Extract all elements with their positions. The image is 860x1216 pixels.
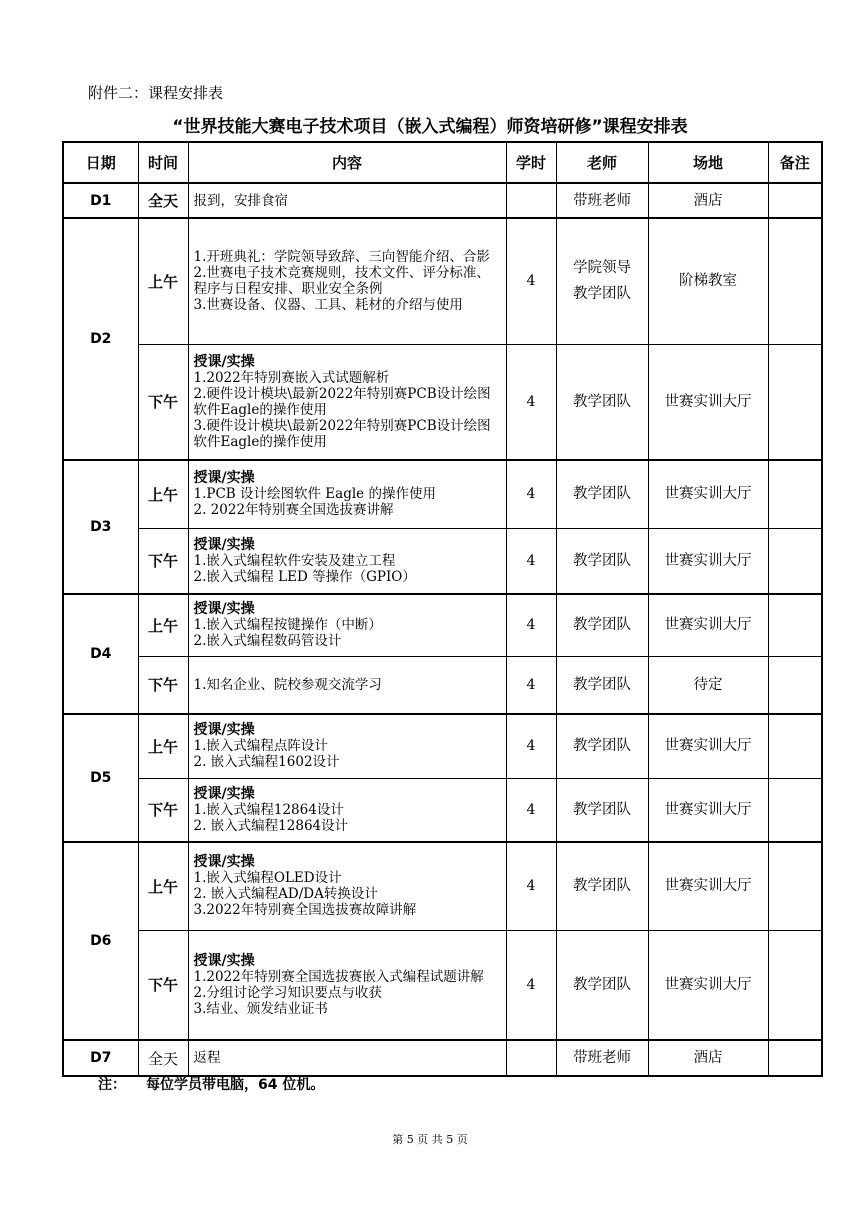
header-date: 日期 — [63, 142, 138, 183]
content-cell — [188, 1040, 506, 1076]
teacher-cell — [556, 930, 648, 1040]
content-line: 1.PCB 设计绘图软件 Eagle 的操作使用 — [193, 486, 436, 503]
content-line: 1.嵌入式编程按键操作（中断） — [193, 617, 382, 634]
content-line: 1.嵌入式编程软件安装及建立工程 — [193, 552, 396, 569]
content-heading: 授课/实操 — [193, 353, 255, 370]
content-line: 报到，安排食宿 — [193, 192, 288, 209]
teacher-name: 教学团队 — [573, 486, 631, 503]
hours-cell: 4 — [506, 218, 556, 344]
header-hours: 学时 — [506, 142, 556, 183]
content-cell — [188, 930, 506, 1040]
time-cell: 上午 — [138, 594, 188, 656]
header-content: 内容 — [188, 142, 506, 183]
remark-cell — [768, 778, 822, 842]
footnote — [98, 1074, 344, 1094]
content-heading: 授课/实操 — [193, 785, 255, 802]
content-line: 1.嵌入式编程12864设计 — [193, 801, 344, 818]
content-line: 1.2022年特别赛嵌入式试题解析 — [193, 369, 390, 386]
content-cell — [188, 528, 506, 594]
remark-cell — [768, 528, 822, 594]
table-row — [63, 460, 822, 528]
header-teacher: 老师 — [556, 142, 648, 183]
venue-cell: 酒店 — [648, 183, 768, 218]
content-line: 2.世赛电子技术竞赛规则，技术文件、评分标准、程序与日程安排、职业安全条例 — [193, 265, 490, 298]
time-cell: 下午 — [138, 344, 188, 460]
time-cell: 下午 — [138, 778, 188, 842]
venue-cell: 阶梯教室 — [648, 218, 768, 344]
remark-cell — [768, 344, 822, 460]
venue-cell: 待定 — [648, 656, 768, 714]
day-cell: D3 — [63, 460, 138, 594]
content-heading: 授课/实操 — [193, 854, 255, 871]
content-line: 2. 嵌入式编程AD/DA转换设计 — [193, 886, 378, 903]
teacher-cell — [556, 594, 648, 656]
teacher-name: 带班老师 — [573, 1050, 631, 1066]
remark-cell — [768, 594, 822, 656]
content-line: 1.2022年特别赛全国选拔赛嵌入式编程试题讲解 — [193, 968, 484, 985]
venue-cell: 世赛实训大厅 — [648, 344, 768, 460]
content-heading: 授课/实操 — [193, 470, 255, 487]
footnote-label: 注： — [98, 1077, 126, 1093]
table-row — [63, 714, 822, 778]
content-line: 2.分组讨论学习知识要点与收获 — [193, 984, 382, 1001]
table-row — [63, 528, 822, 594]
teacher-cell — [556, 778, 648, 842]
hours-cell — [506, 183, 556, 218]
document-title: “世界技能大赛电子技术项目（嵌入式编程）师资培研修”课程安排表 — [172, 117, 688, 137]
content-line: 3.结业、颁发结业证书 — [193, 1000, 328, 1017]
table-row — [63, 218, 822, 344]
content-line: 3.2022年特别赛全国选拔赛故障讲解 — [193, 902, 417, 919]
hours-cell: 4 — [506, 460, 556, 528]
content-cell — [188, 778, 506, 842]
table-row — [63, 594, 822, 656]
day-cell: D2 — [63, 218, 138, 460]
content-line: 2. 嵌入式编程12864设计 — [193, 817, 349, 834]
remark-cell — [768, 656, 822, 714]
remark-cell — [768, 1040, 822, 1076]
venue-cell: 世赛实训大厅 — [648, 714, 768, 778]
teacher-name: 教学团队 — [573, 878, 631, 895]
attachment-label: 附件二：课程安排表 — [88, 84, 224, 102]
time-cell: 上午 — [138, 218, 188, 344]
table-row — [63, 842, 822, 930]
remark-cell — [768, 930, 822, 1040]
remark-cell — [768, 218, 822, 344]
content-cell — [188, 714, 506, 778]
content-heading: 授课/实操 — [193, 601, 255, 618]
venue-cell: 酒店 — [648, 1040, 768, 1076]
page-footer: 第 5 页 共 5 页 — [392, 1133, 468, 1146]
footnote-text: 每位学员带电脑，64 位机。 — [146, 1077, 325, 1093]
content-cell — [188, 460, 506, 528]
teacher-name: 教学团队 — [573, 738, 631, 755]
content-cell — [188, 183, 506, 218]
teacher-cell — [556, 842, 648, 930]
hours-cell — [506, 1040, 556, 1076]
teacher-name: 教学团队 — [573, 286, 631, 303]
day-cell: D5 — [63, 714, 138, 842]
header-time: 时间 — [138, 142, 188, 183]
teacher-name: 教学团队 — [573, 801, 631, 818]
content-line: 3.硬件设计模块\最新2022年特别赛PCB设计绘图软件Eagle的操作使用 — [193, 417, 491, 450]
teacher-name: 教学团队 — [573, 552, 631, 569]
content-line: 2. 2022年特别赛全国选拔赛讲解 — [193, 502, 394, 519]
teacher-name: 教学团队 — [573, 617, 631, 634]
day-cell: D4 — [63, 594, 138, 714]
teacher-cell — [556, 344, 648, 460]
time-cell: 全天 — [138, 1040, 188, 1076]
content-line: 1.开班典礼：学院领导致辞、三向智能介绍、合影 — [193, 249, 490, 266]
teacher-cell — [556, 656, 648, 714]
remark-cell — [768, 714, 822, 778]
venue-cell: 世赛实训大厅 — [648, 528, 768, 594]
teacher-name: 带班老师 — [573, 192, 631, 209]
content-line: 1.嵌入式编程点阵设计 — [193, 738, 328, 755]
content-line: 返程 — [193, 1050, 221, 1066]
content-heading: 授课/实操 — [193, 722, 255, 739]
content-cell — [188, 656, 506, 714]
header-venue: 场地 — [648, 142, 768, 183]
teacher-cell — [556, 1040, 648, 1076]
teacher-cell — [556, 528, 648, 594]
teacher-name: 教学团队 — [573, 976, 631, 993]
teacher-name: 学院领导 — [573, 260, 631, 277]
day-cell: D7 — [63, 1040, 138, 1076]
content-cell — [188, 344, 506, 460]
content-cell — [188, 218, 506, 344]
content-line: 2.嵌入式编程数码管设计 — [193, 633, 342, 650]
content-line: 3.世赛设备、仪器、工具、耗材的介绍与使用 — [193, 297, 463, 314]
hours-cell: 4 — [506, 714, 556, 778]
teacher-name: 教学团队 — [573, 393, 631, 410]
content-heading: 授课/实操 — [193, 952, 255, 969]
table-header-row — [63, 142, 822, 183]
table-row — [63, 930, 822, 1040]
hours-cell: 4 — [506, 656, 556, 714]
content-line: 1.知名企业、院校参观交流学习 — [193, 676, 382, 693]
venue-cell: 世赛实训大厅 — [648, 842, 768, 930]
venue-cell: 世赛实训大厅 — [648, 930, 768, 1040]
table-row — [63, 656, 822, 714]
remark-cell — [768, 183, 822, 218]
remark-cell — [768, 842, 822, 930]
venue-cell: 世赛实训大厅 — [648, 778, 768, 842]
content-line: 1.嵌入式编程OLED设计 — [193, 870, 342, 887]
header-remark: 备注 — [768, 142, 822, 183]
hours-cell: 4 — [506, 528, 556, 594]
content-heading: 授课/实操 — [193, 536, 255, 553]
hours-cell: 4 — [506, 842, 556, 930]
venue-cell: 世赛实训大厅 — [648, 594, 768, 656]
time-cell: 全天 — [138, 183, 188, 218]
time-cell: 下午 — [138, 656, 188, 714]
content-line: 2. 嵌入式编程1602设计 — [193, 754, 340, 771]
table-row — [63, 1040, 822, 1076]
time-cell: 上午 — [138, 842, 188, 930]
table-row — [63, 344, 822, 460]
teacher-cell — [556, 714, 648, 778]
remark-cell — [768, 460, 822, 528]
teacher-cell — [556, 460, 648, 528]
schedule-table — [62, 141, 823, 1077]
venue-cell: 世赛实训大厅 — [648, 460, 768, 528]
hours-cell: 4 — [506, 778, 556, 842]
table-row — [63, 778, 822, 842]
hours-cell: 4 — [506, 344, 556, 460]
content-cell — [188, 842, 506, 930]
teacher-cell — [556, 183, 648, 218]
teacher-name: 教学团队 — [573, 676, 631, 693]
hours-cell: 4 — [506, 594, 556, 656]
table-row — [63, 183, 822, 218]
content-cell — [188, 594, 506, 656]
content-line: 2.嵌入式编程 LED 等操作（GPIO） — [193, 568, 416, 585]
time-cell: 下午 — [138, 528, 188, 594]
time-cell: 上午 — [138, 714, 188, 778]
content-line: 2.硬件设计模块\最新2022年特别赛PCB设计绘图软件Eagle的操作使用 — [193, 385, 491, 418]
teacher-cell — [556, 218, 648, 344]
hours-cell: 4 — [506, 930, 556, 1040]
day-cell: D1 — [63, 183, 138, 218]
time-cell: 上午 — [138, 460, 188, 528]
day-cell: D6 — [63, 842, 138, 1040]
time-cell: 下午 — [138, 930, 188, 1040]
